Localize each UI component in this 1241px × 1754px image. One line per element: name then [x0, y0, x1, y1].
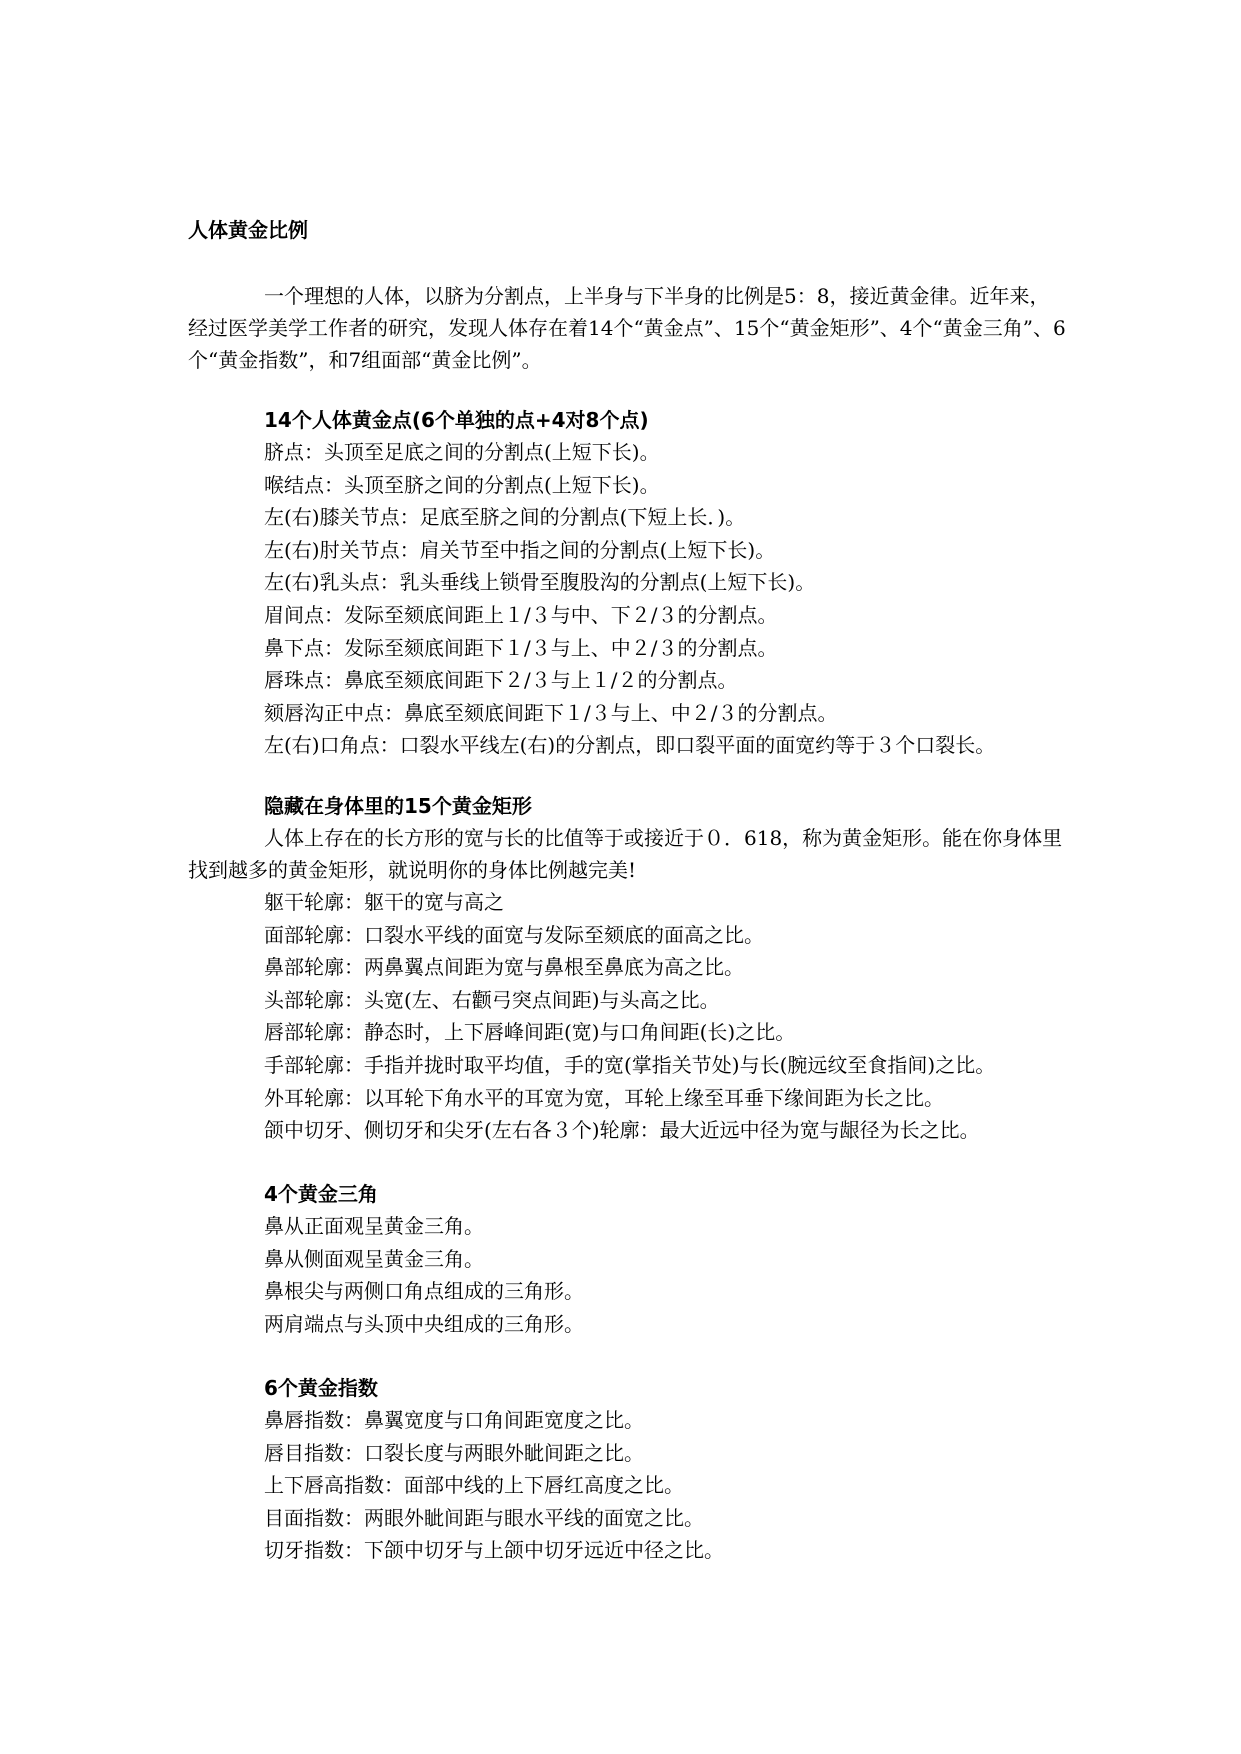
list-item: 眉间点：发际至颏底间距上１/３与中、下２/３的分割点。: [264, 602, 778, 627]
intro-paragraph: [188, 280, 1068, 376]
list-item: 鼻从正面观呈黄金三角。: [264, 1214, 484, 1238]
list-item: 鼻根尖与两侧口角点组成的三角形。: [264, 1279, 584, 1304]
list-item: 唇目指数：口裂长度与两眼外眦间距之比。: [264, 1440, 644, 1465]
intro-text: 一个理想的人体，以脐为分割点，上半身与下半身的比例是5：8，接近黄金律。近年来，经过医学美学工作者的研究，发现人体存在着14个“黄金点”、15个“黄金矩形”、4个“黄金三角”、6个“黄金指数”，和7组面部“黄金比例”。: [188, 284, 1066, 372]
list-item: 颏唇沟正中点：鼻底至颏底间距下１/３与上、中２/３的分割点。: [264, 700, 838, 725]
list-item: 鼻部轮廓：两鼻翼点间距为宽与鼻根至鼻底为高之比。: [264, 955, 744, 980]
list-item: 手部轮廓：手指并拢时取平均值，手的宽(掌指关节处)与长(腕远纹至食指间)之比。: [264, 1052, 996, 1077]
list-item: 面部轮廓：口裂水平线的面宽与发际至颏底的面高之比。: [264, 922, 764, 947]
list-item: 鼻唇指数：鼻翼宽度与口角间距宽度之比。: [264, 1408, 644, 1432]
section-description: 人体上存在的长方形的宽与长的比值等于或接近于０．618，称为黄金矩形。能在你身体里找到越多的黄金矩形，就说明你的身体比例越完美!: [188, 826, 1063, 882]
list-item: 鼻下点：发际至颏底间距下１/３与上、中２/３的分割点。: [264, 635, 778, 660]
section-list: [264, 1404, 1084, 1567]
section-golden-points: [264, 404, 1084, 762]
list-item: 躯干轮廓：躯干的宽与高之: [264, 890, 504, 914]
section-list: [264, 1210, 1084, 1340]
list-item: 头部轮廓：头宽(左、右颧弓突点间距)与头高之比。: [264, 987, 720, 1012]
list-item: 切牙指数：下颌中切牙与上颌中切牙远近中径之比。: [264, 1538, 724, 1563]
list-item: 唇部轮廓：静态时，上下唇峰间距(宽)与口角间距(长)之比。: [264, 1020, 796, 1045]
section-list: [264, 886, 1084, 1147]
list-item: 左(右)膝关节点：足底至脐之间的分割点(下短上长．)。: [264, 505, 746, 530]
list-item: 左(右)乳头点：乳头垂线上锁骨至腹股沟的分割点(上短下长)。: [264, 570, 816, 595]
section-golden-triangles: [264, 1178, 1084, 1340]
section-heading: 14个人体黄金点(6个单独的点+4对8个点): [264, 408, 649, 432]
list-item: 唇珠点：鼻底至颏底间距下２/３与上１/２的分割点。: [264, 668, 738, 693]
list-item: 目面指数：两眼外眦间距与眼水平线的面宽之比。: [264, 1505, 704, 1530]
page-title: 人体黄金比例: [188, 218, 308, 242]
list-item: 喉结点：头顶至脐之间的分割点(上短下长)。: [264, 472, 660, 497]
section-golden-indices: [264, 1372, 1084, 1567]
list-item: 脐点：头顶至足底之间的分割点(上短下长)。: [264, 440, 660, 464]
section-list: [264, 436, 1084, 762]
list-item: 两肩端点与头顶中央组成的三角形。: [264, 1311, 584, 1336]
list-item: 外耳轮廓：以耳轮下角水平的耳宽为宽，耳轮上缘至耳垂下缘间距为长之比。: [264, 1085, 944, 1110]
section-heading: 4个黄金三角: [264, 1182, 378, 1206]
section-heading: 隐藏在身体里的15个黄金矩形: [264, 794, 532, 818]
list-item: 上下唇高指数：面部中线的上下唇红高度之比。: [264, 1473, 684, 1498]
list-item: 鼻从侧面观呈黄金三角。: [264, 1246, 484, 1271]
list-item: 颌中切牙、侧切牙和尖牙(左右各３个)轮廓：最大近远中径为宽与龈径为长之比。: [264, 1118, 980, 1143]
section-heading: 6个黄金指数: [264, 1376, 378, 1400]
list-item: 左(右)口角点：口裂水平线左(右)的分割点，即口裂平面的面宽约等于３个口裂长。: [264, 733, 996, 758]
list-item: 左(右)肘关节点：肩关节至中指之间的分割点(上短下长)。: [264, 537, 776, 562]
section-golden-rectangles: [188, 790, 1084, 1147]
